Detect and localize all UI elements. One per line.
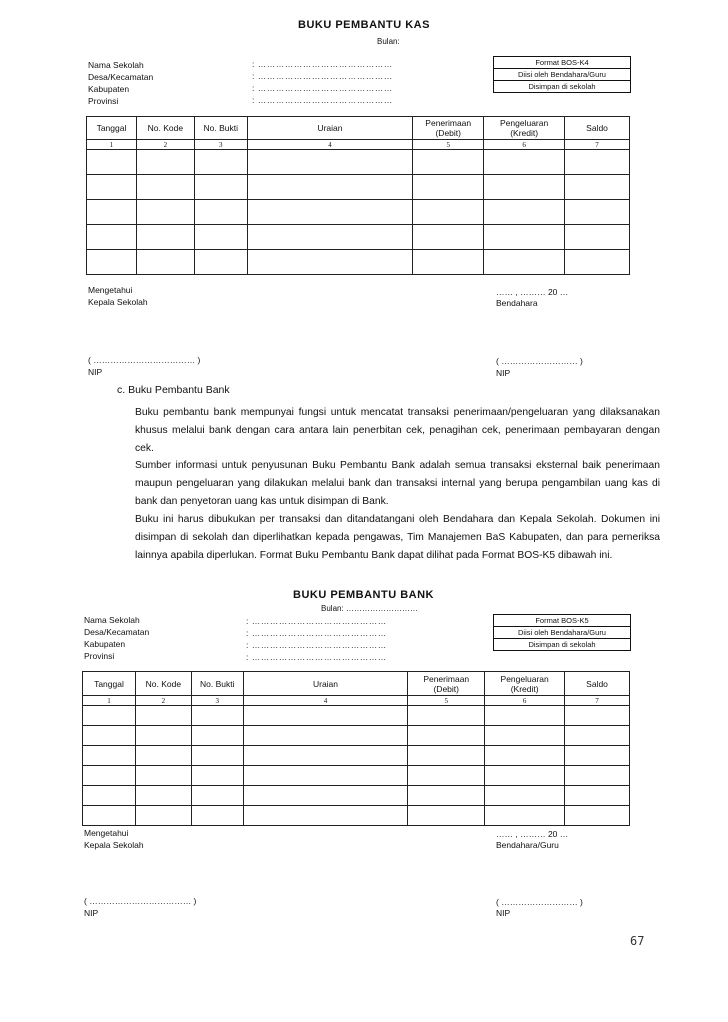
kas-colnum-6: 6 — [484, 140, 565, 150]
kas-field-village-value: : ……………………………………… — [252, 71, 393, 81]
kas-col-date: Tanggal — [87, 117, 137, 140]
kas-field-province-value: : ……………………………………… — [252, 95, 393, 105]
paragraph-2: Sumber informasi untuk penyusunan Buku Pembantu Bank adalah semua transaksi eksternal baik penerimaan maupun pengeluaran yang dilakukan melalui bank dan transaksi internal yang berupa pengambilan uang kas di bank dan penyetoran uang kas untuk disimpan di Bank. — [135, 460, 660, 507]
bank-field-province-value: : ……………………………………… — [246, 652, 387, 662]
kas-principal: Kepala Sekolah — [88, 297, 148, 307]
bank-col-debit: Penerimaan (Debit) — [408, 672, 485, 696]
bank-nip-left: NIP — [84, 908, 99, 918]
table-row — [87, 200, 630, 225]
kas-colnum-3: 3 — [194, 140, 247, 150]
bank-col-date: Tanggal — [83, 672, 136, 696]
kas-nip-left: NIP — [88, 367, 103, 377]
kas-field-school-value: : ……………………………………… — [252, 59, 393, 69]
bank-colnum-7: 7 — [565, 696, 630, 706]
kas-col-balance: Saldo — [565, 117, 630, 140]
section-heading: c. Buku Pembantu Bank — [117, 384, 230, 396]
bank-field-province-label: Provinsi — [84, 651, 115, 661]
bank-col-credit: Pengeluaran (Kredit) — [485, 672, 565, 696]
bank-format-filled-by: Diisi oleh Bendahara/Guru — [494, 626, 630, 638]
kas-colnum-5: 5 — [413, 140, 484, 150]
kas-date-line: …… , ……… 20 … — [496, 287, 569, 297]
kas-format-code: Format BOS-K4 — [535, 58, 589, 67]
kas-col-code: No. Kode — [136, 117, 194, 140]
table-row — [83, 706, 630, 726]
table-row — [87, 250, 630, 275]
bank-sig-right: ( ……………………… ) — [496, 897, 583, 907]
bank-format-code: Format BOS-K5 — [535, 616, 589, 625]
kas-field-district-label: Kabupaten — [88, 84, 130, 94]
bank-ledger-table — [82, 671, 630, 826]
bank-col-balance: Saldo — [565, 672, 630, 696]
bank-treasurer: Bendahara/Guru — [496, 840, 559, 850]
bank-col-code: No. Kode — [135, 672, 191, 696]
kas-title: BUKU PEMBANTU KAS — [298, 19, 430, 31]
kas-field-province-label: Provinsi — [88, 96, 119, 106]
table-row — [87, 150, 630, 175]
table-row — [83, 806, 630, 826]
bank-colnum-1: 1 — [83, 696, 136, 706]
table-row — [83, 766, 630, 786]
bank-principal: Kepala Sekolah — [84, 840, 144, 850]
paragraph-1: Buku pembantu bank mempunyai fungsi untuk mencatat transaksi penerimaan/pengeluaran yang dilaksanakan khusus melalui bank dengan cara antara lain penerbitan cek, penagihan cek, penerimaan pembayaran dengan cek. — [135, 407, 660, 454]
kas-colnum-7: 7 — [565, 140, 630, 150]
kas-format-box — [493, 56, 631, 93]
kas-field-district-value: : ……………………………………… — [252, 83, 393, 93]
bank-field-village-value: : ……………………………………… — [246, 628, 387, 638]
bank-field-village-label: Desa/Kecamatan — [84, 627, 150, 637]
bank-date-line: …… , ……… 20 … — [496, 829, 569, 839]
kas-col-credit: Pengeluaran (Kredit) — [484, 117, 565, 140]
bank-colnum-5: 5 — [408, 696, 485, 706]
page-number: 67 — [630, 934, 645, 948]
bank-colnum-3: 3 — [191, 696, 243, 706]
bank-field-district-label: Kabupaten — [84, 639, 126, 649]
kas-colnum-4: 4 — [247, 140, 413, 150]
kas-field-village-label: Desa/Kecamatan — [88, 72, 154, 82]
bank-col-description: Uraian — [243, 672, 408, 696]
kas-format-filled-by: Diisi oleh Bendahara/Guru — [494, 68, 630, 80]
bank-format-stored: Disimpan di sekolah — [494, 638, 630, 650]
bank-nip-right: NIP — [496, 908, 511, 918]
kas-colnum-2: 2 — [136, 140, 194, 150]
kas-format-stored: Disimpan di sekolah — [494, 80, 630, 92]
kas-colnum-1: 1 — [87, 140, 137, 150]
bank-format-box — [493, 614, 631, 651]
bank-month-label: Bulan: ……………………… — [321, 604, 418, 613]
bank-colnum-4: 4 — [243, 696, 408, 706]
table-row — [83, 746, 630, 766]
table-row — [87, 175, 630, 200]
kas-treasurer: Bendahara — [496, 298, 538, 308]
bank-colnum-6: 6 — [485, 696, 565, 706]
kas-sig-right: ( ……………………… ) — [496, 356, 583, 366]
kas-col-receipt: No. Bukti — [194, 117, 247, 140]
table-row — [83, 726, 630, 746]
bank-acknowledge: Mengetahui — [84, 828, 129, 838]
bank-field-school-label: Nama Sekolah — [84, 615, 140, 625]
bank-field-school-value: : ……………………………………… — [246, 616, 387, 626]
kas-field-school-label: Nama Sekolah — [88, 60, 144, 70]
kas-acknowledge: Mengetahui — [88, 285, 133, 295]
kas-sig-left: ( ……………………………… ) — [88, 355, 201, 365]
kas-col-debit: Penerimaan (Debit) — [413, 117, 484, 140]
bank-colnum-2: 2 — [135, 696, 191, 706]
table-row — [83, 786, 630, 806]
bank-field-district-value: : ……………………………………… — [246, 640, 387, 650]
table-row — [87, 225, 630, 250]
kas-col-description: Uraian — [247, 117, 413, 140]
paragraph-3: Buku ini harus dibukukan per transaksi dan ditandatangani oleh Bendahara dan Kepala Sekolah. Dokumen ini disimpan di sekolah dan diperlihatkan kepada pengawas, Tim Manajemen BaS Kabupaten, dan para perneriksa lainnya apabila diperlukan. Format Buku Pembantu Bank dapat dilihat pada Format BOS-K5 dibawah ini. — [135, 514, 660, 561]
kas-month-label: Bulan: — [377, 37, 400, 46]
bank-sig-left: ( ……………………………… ) — [84, 896, 197, 906]
bank-title: BUKU PEMBANTU BANK — [293, 589, 434, 601]
kas-ledger-table — [86, 116, 630, 275]
bank-col-receipt: No. Bukti — [191, 672, 243, 696]
kas-nip-right: NIP — [496, 368, 511, 378]
